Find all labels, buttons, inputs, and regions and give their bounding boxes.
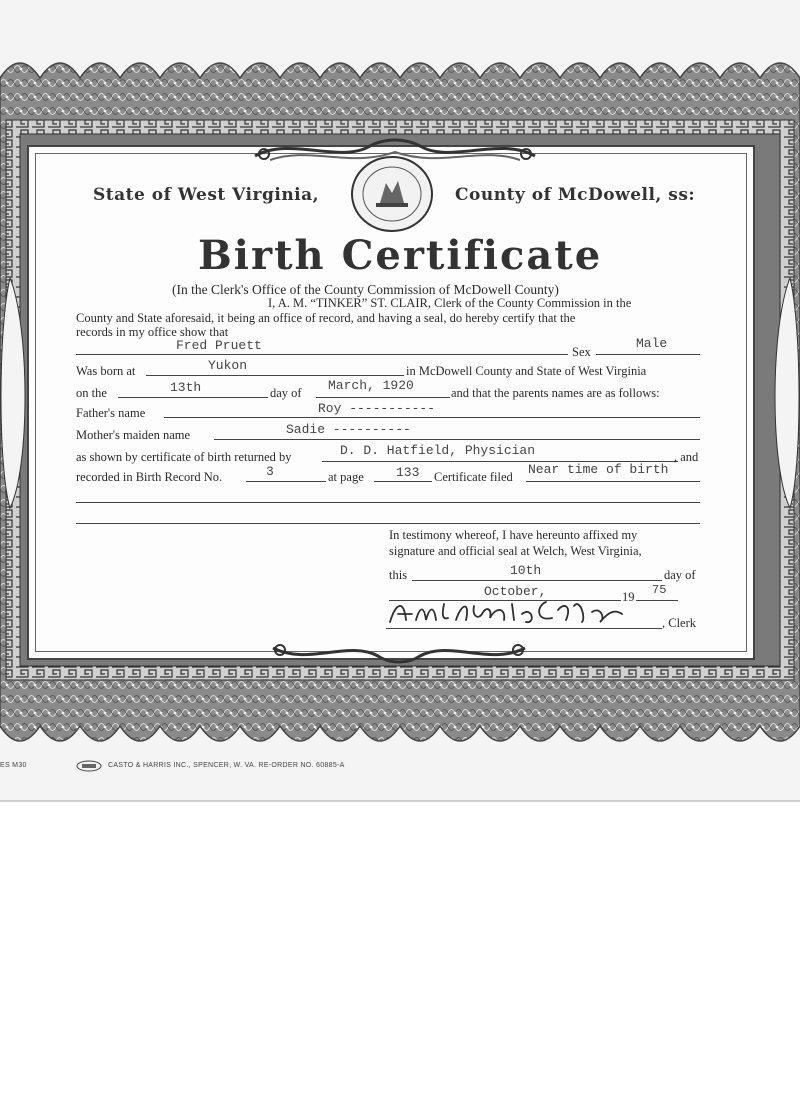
mother-name: Sadie ----------: [286, 422, 411, 437]
sheet-edge: [0, 800, 800, 802]
clerk-label: , Clerk: [662, 616, 697, 630]
testimony-day: 10th: [510, 563, 542, 578]
father-label: Father's name: [76, 406, 146, 420]
record-number: 3: [266, 464, 274, 479]
page-number: 133: [396, 465, 420, 480]
mother-label: Mother's maiden name: [76, 428, 191, 442]
subtitle: (In the Clerk's Office of the County Commission of McDowell County): [172, 282, 559, 297]
county-state-text: in McDowell County and State of West Virginia: [406, 364, 647, 378]
day-line: [118, 397, 268, 398]
printer-text: CASTO & HARRIS INC., SPENCER, W. VA. RE-ORDER NO. 60885-A: [108, 762, 345, 769]
father-line: [164, 417, 700, 418]
clerk-signature: [386, 596, 636, 630]
intro-line-3: records in my office show that: [76, 325, 229, 339]
state-seal: [350, 155, 434, 233]
year-line: [636, 600, 678, 601]
sex-label: Sex: [572, 345, 591, 359]
century-text: 19: [622, 590, 635, 604]
filed-label: Certificate filed: [434, 470, 513, 484]
mother-line: [214, 439, 700, 440]
testimony-line-1: In testimony whereof, I have hereunto affixed my: [389, 528, 638, 542]
filed-line: [526, 481, 700, 482]
testimony-month: October,: [484, 584, 547, 599]
at-page-label: at page: [328, 470, 364, 484]
intro-line-2: County and State aforesaid, it being an office of record, and having a seal, do hereby certify that the: [76, 311, 576, 325]
month-line: [316, 397, 450, 398]
bottom-scroll-ornament: [268, 634, 530, 668]
form-code: ES M30: [0, 762, 27, 769]
place-line: [146, 375, 404, 376]
birth-day: 13th: [170, 380, 202, 395]
and-text: , and: [674, 450, 699, 464]
this-label: this: [389, 568, 408, 582]
county-heading: County of McDowell, ss:: [455, 185, 696, 205]
testimony-day-line: [412, 580, 662, 581]
recorded-label: recorded in Birth Record No.: [76, 470, 223, 484]
page-line: [374, 481, 432, 482]
signature-line: [386, 628, 662, 629]
intro-line-1: I, A. M. “TINKER” ST. CLAIR, Clerk of the County Commission in the: [268, 296, 632, 310]
on-the-label: on the: [76, 386, 107, 400]
physician: D. D. Hatfield, Physician: [340, 443, 536, 458]
birth-place: Yukon: [208, 358, 248, 373]
day-of-label: day of: [270, 386, 302, 400]
birth-month-year: March, 1920: [328, 378, 414, 393]
sex-line: [596, 354, 700, 355]
blank-line-1: [76, 502, 700, 503]
state-heading: State of West Virginia,: [93, 185, 320, 205]
testimony-year: 75: [652, 583, 667, 597]
father-name: Roy -----------: [318, 401, 436, 416]
testimony-day-of: day of: [664, 568, 696, 582]
returned-by-label: as shown by certificate of birth returned by: [76, 450, 292, 464]
record-no-line: [246, 481, 326, 482]
child-name: Fred Pruett: [176, 338, 262, 353]
sex-value: Male: [636, 336, 668, 351]
name-line: [76, 354, 568, 355]
blank-line-2: [76, 523, 700, 524]
printer-logo: [76, 760, 102, 772]
testimony-line-2: signature and official seal at Welch, West Virginia,: [389, 544, 642, 558]
filed-value: Near time of birth: [528, 462, 669, 477]
parents-text: and that the parents names are as follows:: [451, 386, 660, 400]
born-at-label: Was born at: [76, 364, 136, 378]
certificate-title: Birth Certificate: [198, 232, 603, 279]
